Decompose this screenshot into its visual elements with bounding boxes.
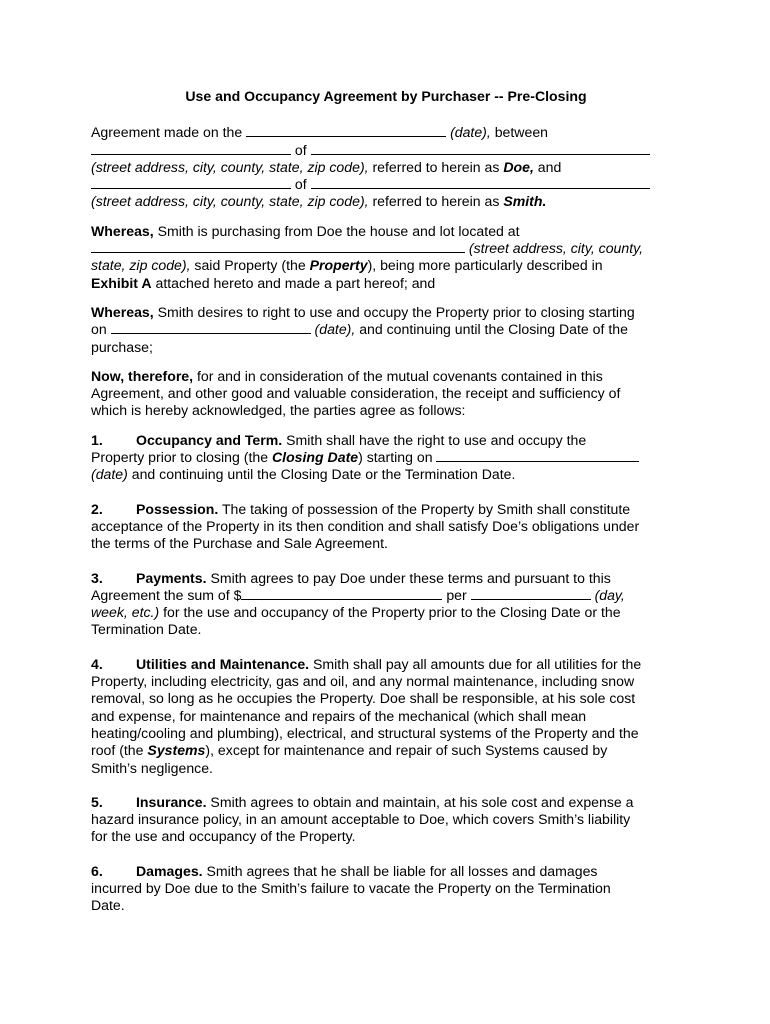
s6-line-1 [91,863,597,879]
section-text: Agreement the sum of $ [91,586,242,603]
s6-line-2: incurred by Doe due to the Smith’s failure to vacate the Property on the Termination [91,879,611,896]
of-text: of [294,176,307,193]
doe-term: Doe, [503,158,534,175]
section-3 [91,570,681,639]
smith-name-blank[interactable] [91,176,291,189]
smith-term: Smith. [503,193,547,210]
section-number: 5. [91,793,103,810]
section-number: 4. [91,655,103,672]
period-label: (day, [594,586,625,603]
s1-line-2 [91,449,639,465]
date-label: (date), [450,124,491,141]
address-label: (street address, city, county, state, zip code), [91,193,369,210]
s3-line-1 [91,570,611,586]
section-2 [91,501,681,553]
whereas1-text: attached hereto and made a part hereof; and [155,274,436,291]
section-text: Smith agrees that he shall be liable for all losses and damages [206,862,598,879]
section-1 [91,432,681,484]
agreement-date-blank[interactable] [246,124,446,137]
s6-line-3: Date. [91,897,125,914]
s1-line-3 [91,466,515,482]
occupancy-date-blank[interactable] [111,321,311,334]
whereas-lead: Whereas, [91,222,154,239]
whereas1-text: ), being more particularly described in [367,257,603,274]
section-text: and continuing until the Closing Date or the Termination Date. [131,466,516,483]
document-title: Use and Occupancy Agreement by Purchaser -- Pre-Closing [185,88,587,104]
section-heading: Utilities and Maintenance. [136,655,310,672]
doe-name-blank[interactable] [91,142,291,155]
whereas-lead: Whereas, [91,303,154,320]
s3-line-3 [91,604,621,620]
parties-line-5 [91,193,546,209]
s5-line-3: for the use and occupancy of the Property. [91,828,356,845]
now-therefore-paragraph [91,368,681,420]
referred-text: referred to herein as [372,193,500,210]
closing-date-term: Closing Date [271,449,359,466]
section-text: Smith agrees to pay Doe under these terms and pursuant to this [210,569,611,586]
whereas2-text: and continuing until the Closing Date of the [359,321,628,338]
address-label: (street address, city, county, state, zip code), [91,158,369,175]
whereas2-line-3 [91,339,153,355]
s5-line-2: hazard insurance policy, in an amount acceptable to Doe, which covers Smith’s liability [91,811,631,828]
section-text: Smith shall have the right to use and occupy the [286,431,587,448]
now-line-2: Agreement, and other good and valuable consideration, the receipt and sufficiency of [91,385,621,402]
whereas-paragraph-2 [91,304,681,356]
section-4 [91,656,681,777]
section-text: ) starting on [358,449,433,466]
whereas1-text: Smith is purchasing from Doe the house and lot located at [157,222,520,239]
now-text: for and in consideration of the mutual covenants contained in this [196,367,603,384]
section-heading: Payments. [136,569,207,586]
section-number: 1. [91,431,103,448]
address-label-cont: state, zip code), [91,257,191,274]
whereas1-line-4 [91,275,435,291]
section-text: Property prior to closing (the [91,449,269,466]
now-line-3: which is hereby acknowledged, the parties agree as follows: [91,402,466,419]
whereas2-line-1 [91,304,635,320]
document-page [91,88,681,932]
whereas2-text: Smith desires to right to use and occupy the Property prior to closing starting [157,303,635,320]
whereas1-line-1 [91,223,520,239]
s4-line-6 [91,742,607,758]
s2-line-3: the terms of the Purchase and Sale Agreement. [91,535,388,552]
payment-amount-blank[interactable] [241,587,442,600]
s3-line-4: Termination Date. [91,621,202,638]
section-text: for the use and occupancy of the Property prior to the Closing Date or the [163,604,621,621]
and-text: and [537,158,562,175]
section-text: roof (the [91,742,144,759]
now-therefore-lead: Now, therefore, [91,367,194,384]
between-text: between [494,124,549,141]
parties-line-4 [91,176,650,192]
whereas1-line-3 [91,257,603,273]
s4-line-4: and expense, for maintenance and repairs of the mechanical (which shall mean [91,707,587,724]
date-label: (date) [91,466,128,483]
per-text: per [446,586,467,603]
whereas-paragraph-1 [91,223,681,292]
s1-line-1 [91,432,586,448]
section-number: 3. [91,569,103,586]
section-heading: Occupancy and Term. [136,431,283,448]
doe-address-blank[interactable] [311,142,650,155]
section-5 [91,794,681,846]
s4-line-1 [91,656,641,672]
section-number: 6. [91,862,103,879]
section-heading: Damages. [136,862,203,879]
s2-line-1 [91,501,630,517]
s4-line-7: Smith’s negligence. [91,759,213,776]
parties-paragraph [91,124,681,210]
s4-line-2: Property, including electricity, gas and oil, and any normal maintenance, including snow [91,673,635,690]
s5-line-1 [91,794,634,810]
whereas1-line-2 [91,240,643,256]
on-text: on [91,321,107,338]
section-text: The taking of possession of the Property by Smith shall constitute [221,500,631,517]
parties-line-3 [91,159,561,175]
section-number: 2. [91,500,103,517]
payment-period-blank[interactable] [471,587,591,600]
date-label: (date), [314,321,356,338]
exhibit-a-term: Exhibit A [91,274,152,291]
now-line-1 [91,368,603,384]
s3-line-2 [91,587,625,603]
s2-line-2: acceptance of the Property in its then condition and shall satisfy Doe’s obligations under [91,517,640,534]
made-on-text: Agreement made on the [91,124,243,141]
smith-address-blank[interactable] [311,176,650,189]
section-heading: Insurance. [136,793,207,810]
whereas1-text: said Property (the [194,257,306,274]
period-label-cont: week, etc.) [91,604,160,621]
whereas2-line-2 [91,321,628,337]
section-text: Smith shall pay all amounts due for all utilities for the [313,655,642,672]
of-text: of [294,141,307,158]
start-date-blank[interactable] [436,449,639,462]
parties-line-2 [91,142,650,158]
s4-line-5: heating/cooling and plumbing), electrical, and structural systems of the Property and the [91,724,639,741]
property-address-blank[interactable] [91,240,465,253]
section-text: Smith agrees to obtain and maintain, at his sole cost and expense a [210,793,634,810]
section-6 [91,863,681,915]
s4-line-3: removal, so long as he occupies the Property. Doe shall be responsible, at his sole cost [91,690,636,707]
referred-text: referred to herein as [372,158,500,175]
whereas2-text: purchase; [91,338,153,355]
section-heading: Possession. [136,500,219,517]
address-label: (street address, city, county, [468,240,644,257]
systems-term: Systems [147,742,206,759]
parties-line-1 [91,124,548,140]
property-term: Property [309,257,368,274]
section-text: ), except for maintenance and repair of such Systems caused by [205,742,608,759]
